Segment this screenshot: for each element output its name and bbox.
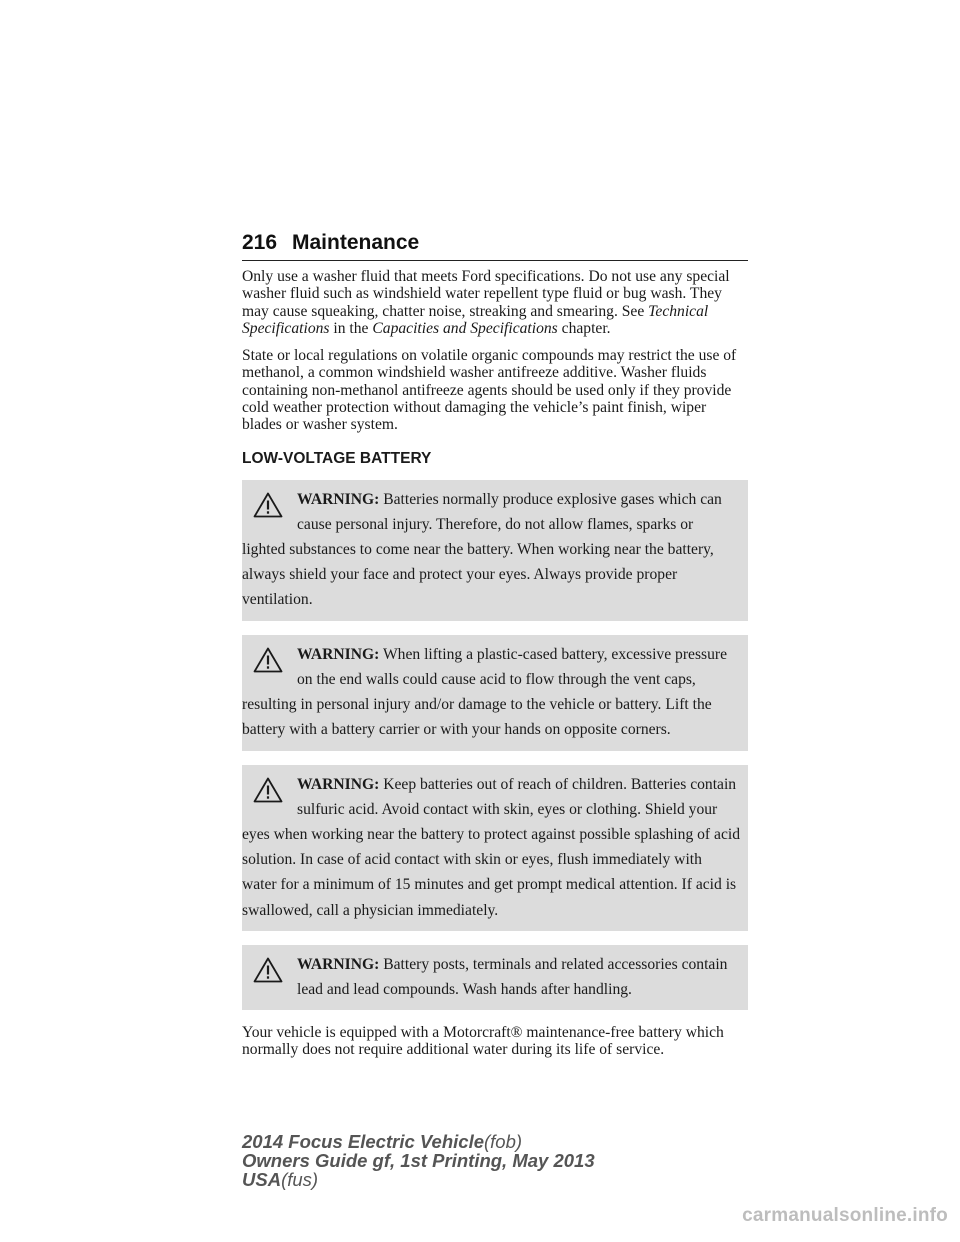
warning-text: Battery posts, terminals and related accessories contain lead and lead compounds. Wash hands after handling. [297,955,728,998]
document-footer [242,1132,595,1189]
footer-vehicle: 2014 Focus Electric Vehicle [242,1131,484,1152]
closing-paragraph-battery: Your vehicle is equipped with a Motorcraft® maintenance-free battery which normally does not require additional water during its life of service. [242,1024,724,1059]
footer-printing: Owners Guide gf, 1st Printing, May 2013 [242,1150,595,1171]
footer-line-vehicle [242,1132,595,1151]
footer-line-region [242,1170,595,1189]
warning-box [242,635,748,751]
technical-specifications-reference: Technical Specifications [242,302,709,337]
chapter-title: Maintenance [292,231,420,254]
warning-triangle-icon [253,647,283,673]
page-header [242,230,748,261]
intro-text-a: Only use a washer fluid that meets Ford specifications. Do not use any special washer fluid such as windshield water repellent type fluid or bug wash. They may cause squeaking, chatter noise, streaking and smearing. See [242,268,730,320]
warning-label: WARNING: [297,955,380,973]
warning-box [242,945,748,1010]
warning-text: Batteries normally produce explosive gases which can cause personal injury. Therefore, do not allow flames, sparks or lighted substances to come near the battery. When working near the battery, always shield your face and protect your eyes. Always provide proper ventilation. [242,490,722,609]
warning-box [242,765,748,931]
warning-label: WARNING: [297,490,380,508]
page-number: 216 [242,231,278,254]
footer-vehicle-code: (fob) [484,1131,523,1152]
page-content [242,268,748,1069]
footer-region: USA [242,1169,282,1190]
warning-label: WARNING: [297,775,380,793]
intro-paragraph-regulations: State or local regulations on volatile organic compounds may restrict the use of methanol, a common windshield washer antifreeze additive. Washer fluids containing non-methanol antifreeze agents should be used only if they provide cold weather protection without damaging the vehicle’s paint finish, wiper blades or washer system. [242,347,737,434]
warning-triangle-icon [253,492,283,518]
intro-text-end: chapter. [557,319,611,337]
warning-label: WARNING: [297,645,380,663]
warning-text: Keep batteries out of reach of children. Batteries contain sulfuric acid. Avoid contact with skin, eyes or clothing. Shield your eyes when working near the battery to protect against possible splashing of acid solution. In case of acid contact with skin or eyes, flush immediately with water for a minimum of 15 minutes and get prompt medical attention. If acid is swallowed, call a physician immediately. [242,775,740,919]
warning-text: When lifting a plastic-cased battery, excessive pressure on the end walls could cause acid to flow through the vent caps, resulting in personal injury and/or damage to the vehicle or battery. Lift the battery with a battery carrier or with your hands on opposite corners. [242,645,728,739]
intro-paragraph-washer-fluid [242,268,748,337]
footer-line-printing [242,1151,595,1170]
warning-triangle-icon [253,777,283,803]
warning-triangle-icon [253,957,283,983]
footer-region-code: (fus) [281,1169,319,1190]
section-heading: LOW-VOLTAGE BATTERY [242,449,432,467]
intro-text-mid: in the [329,319,373,337]
capacities-specifications-reference: Capacities and Specifications [372,319,558,337]
site-watermark: carmanualsonline.info [742,1205,948,1226]
warning-box [242,480,748,621]
